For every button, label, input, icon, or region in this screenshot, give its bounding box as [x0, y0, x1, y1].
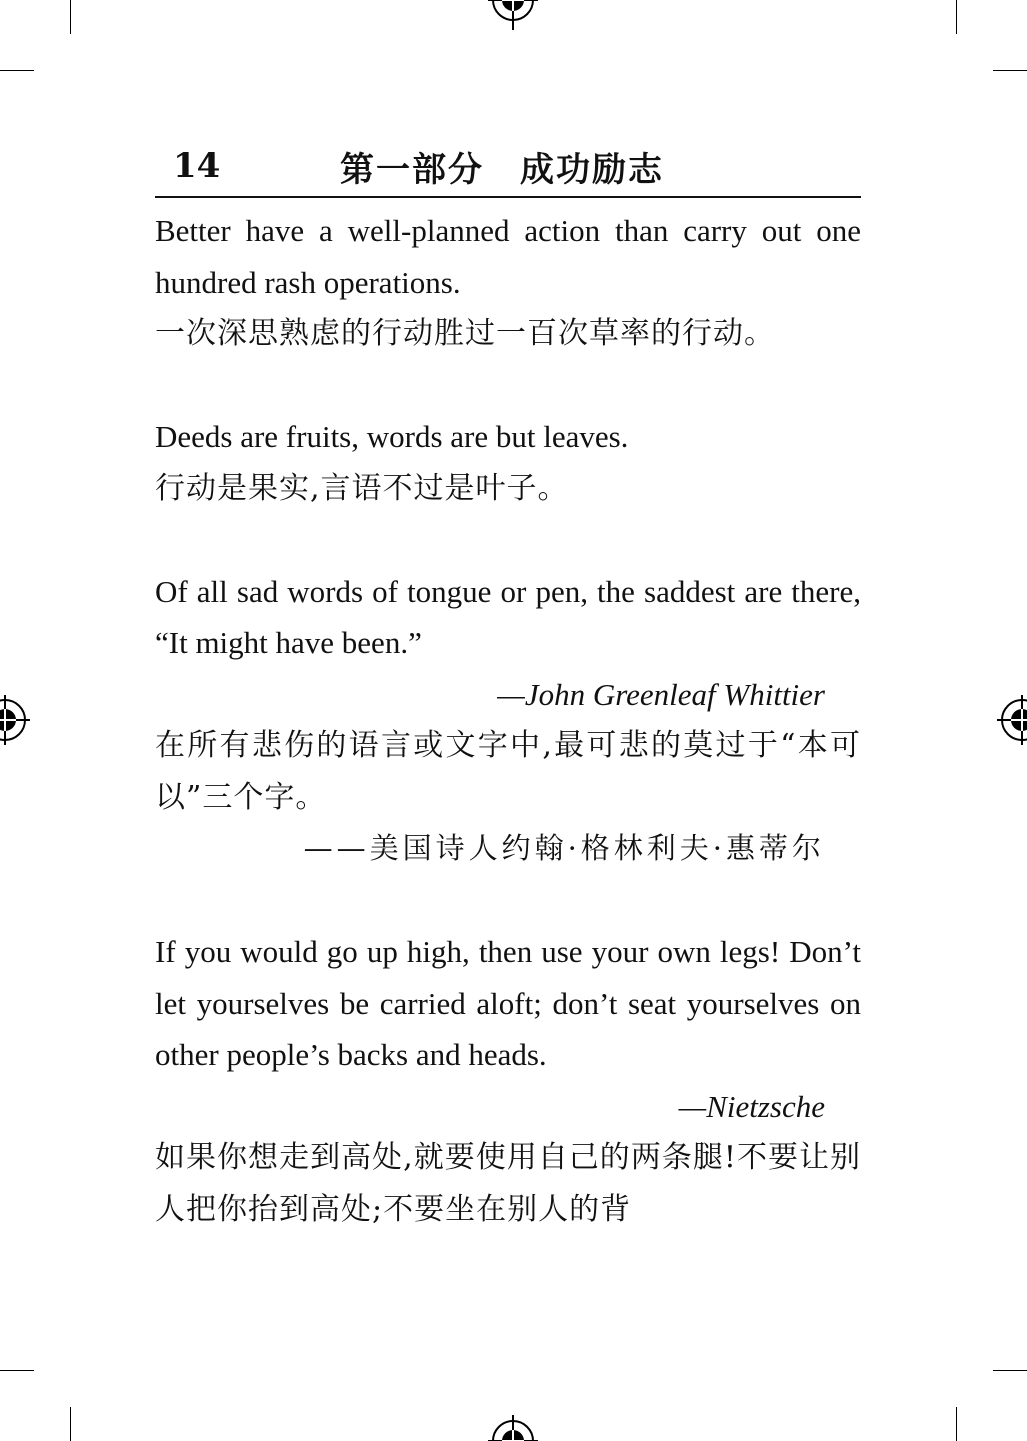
- quote-attribution-english: —John Greenleaf Whittier: [497, 676, 825, 712]
- quote-english: Of all sad words of tongue or pen, the saddest are there, “It might have been.”: [155, 573, 861, 660]
- registration-mark-bottom-icon: [488, 1411, 538, 1441]
- page-content: [155, 205, 861, 1235]
- page-header: [155, 142, 861, 198]
- registration-mark-left-icon: [0, 695, 30, 745]
- quote-block: [155, 205, 861, 360]
- quote-block: [155, 411, 861, 514]
- quote-attribution-chinese: ——美国诗人约翰·格林利夫·惠蒂尔: [303, 831, 825, 865]
- registration-mark-right-icon: [997, 695, 1027, 745]
- crop-mark-bottom-right-v: [956, 1407, 957, 1441]
- quote-chinese: 在所有悲伤的语言或文字中,最可悲的莫过于“本可以”三个字。: [155, 728, 861, 815]
- quote-english: Deeds are fruits, words are but leaves.: [155, 419, 629, 454]
- page-number: 14: [173, 146, 221, 186]
- quote-chinese: 如果你想走到高处,就要使用自己的两条腿!不要让别人把你抬到高处;不要坐在别人的背: [155, 1140, 861, 1227]
- crop-mark-bottom-left-v: [70, 1407, 71, 1441]
- crop-mark-top-left-h: [0, 70, 34, 71]
- crop-mark-top-right-v: [956, 0, 957, 34]
- quote-attribution-english: —Nietzsche: [678, 1088, 825, 1124]
- quote-block: [155, 566, 861, 875]
- quote-chinese: 行动是果实,言语不过是叶子。: [155, 470, 569, 506]
- quote-english: Better have a well-planned action than carry out one hundred rash operations.: [155, 213, 861, 300]
- crop-mark-bottom-left-h: [0, 1370, 34, 1371]
- quote-chinese: 一次深思熟虑的行动胜过一百次草率的行动。: [155, 316, 775, 351]
- crop-mark-top-left-v: [70, 0, 71, 34]
- crop-mark-bottom-right-h: [993, 1370, 1027, 1371]
- registration-mark-top-icon: [488, 0, 538, 30]
- quote-english: If you would go up high, then use your own legs! Don’t let yourselves be carried aloft; don’t seat yourselves on other people’s backs and heads.: [155, 934, 861, 1072]
- running-title: 第一部分 成功励志: [340, 150, 664, 190]
- quote-block: [155, 926, 861, 1235]
- crop-mark-top-right-h: [993, 70, 1027, 71]
